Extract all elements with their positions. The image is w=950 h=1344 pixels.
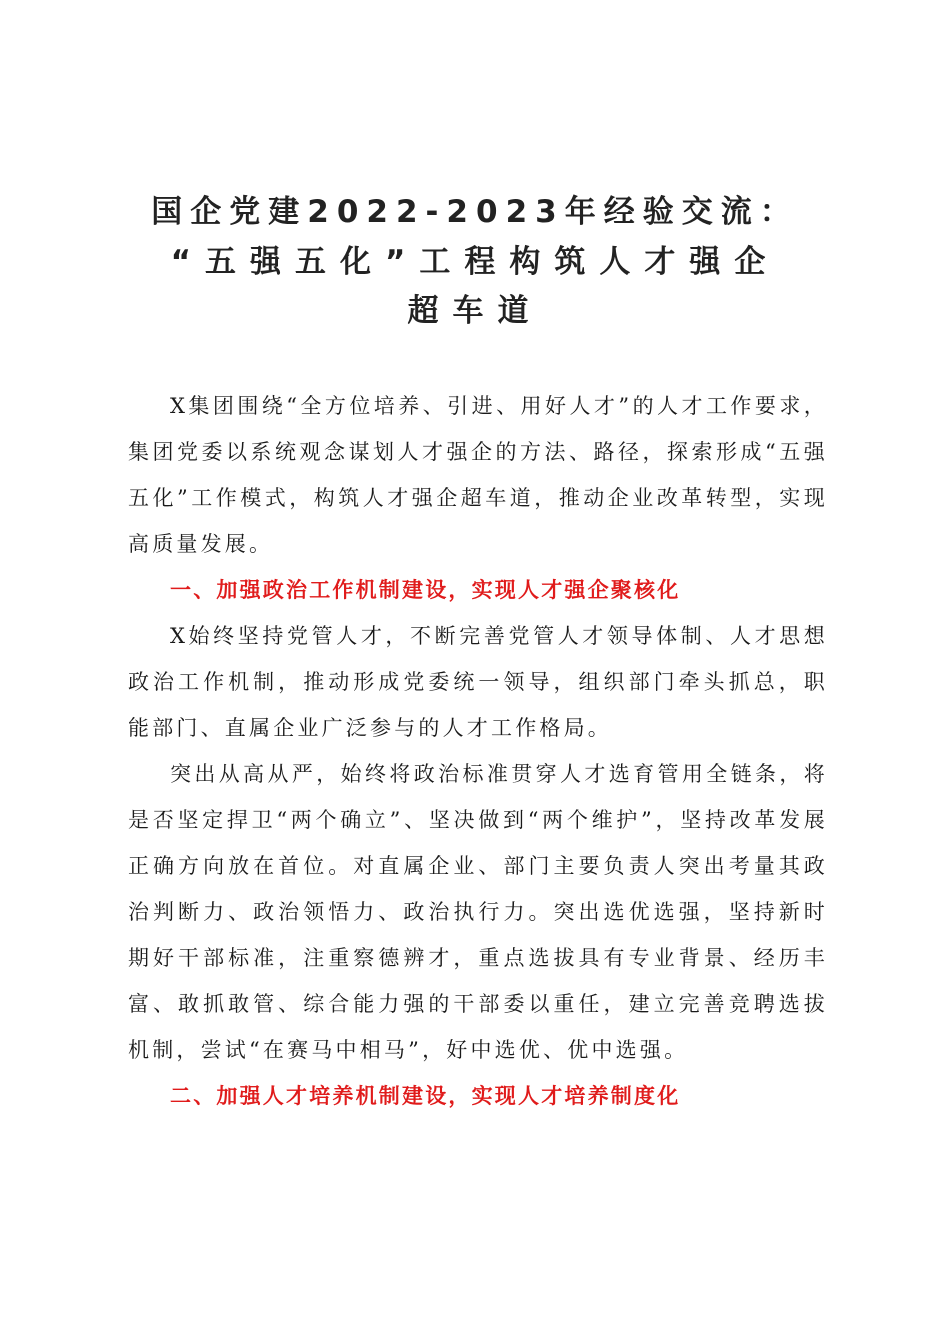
intro-paragraph: X集团围绕“全方位培养、引进、用好人才”的人才工作要求，集团党委以系统观念谋划人才强企的方法、路径，探索形成“五强五化”工作模式，构筑人才强企超车道，推动企业改革转型，实现高质量发展。: [128, 394, 828, 556]
section-heading-2: 二、加强人才培养机制建设，实现人才培养制度化: [170, 1084, 681, 1108]
section-1-paragraph-1: X始终坚持党管人才，不断完善党管人才领导体制、人才思想政治工作机制，推动形成党委统一领导，组织部门牵头抓总，职能部门、直属企业广泛参与的人才工作格局。: [128, 624, 828, 740]
section-heading-1: 一、加强政治工作机制建设，实现人才强企聚核化: [170, 578, 681, 602]
section-1-paragraph-2: 突出从高从严，始终将政治标准贯穿人才选育管用全链条，将是否坚定捍卫“两个确立”、坚决做到“两个维护”，坚持改革发展正确方向放在首位。对直属企业、部门主要负责人突出考量其政治判断力、政治领悟力、政治执行力。突出选优选强，坚持新时期好干部标准，注重察德辨才，重点选拔具有专业背景、经历丰富、敢抓敢管、综合能力强的干部委以重任，建立完善竞聘选拔机制，尝试“在赛马中相马”，好中选优、优中选强。: [128, 762, 828, 1062]
document-title-line-1: 国企党建2022-2023年经验交流：: [151, 194, 799, 230]
document-title-line-3: 超车道: [407, 293, 543, 329]
document-title-line-2: “五强五化”工程构筑人才强企: [170, 244, 780, 280]
